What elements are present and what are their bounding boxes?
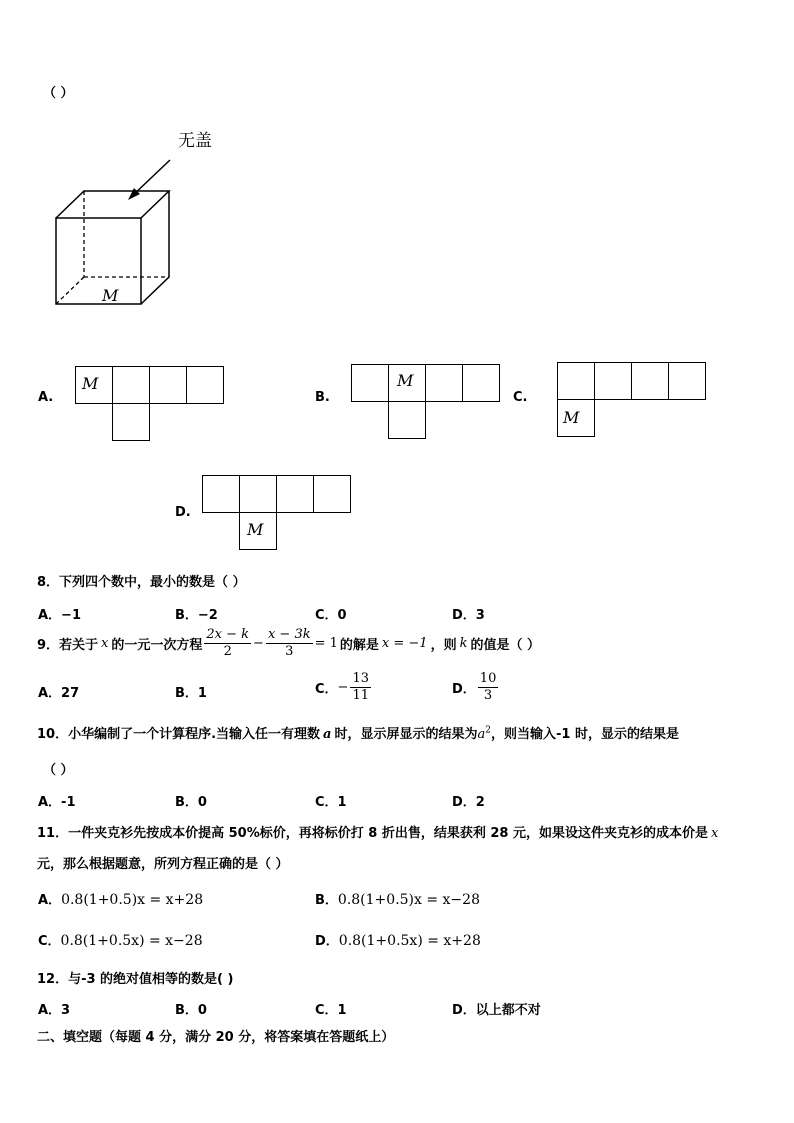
q9-option-b[interactable]: B．1 (175, 686, 207, 701)
q10-option-b[interactable]: B．0 (175, 795, 207, 810)
q9-minus: − (253, 636, 264, 651)
cube-no-lid-note: 无盖 (178, 131, 212, 151)
q9-var-k: k (459, 636, 468, 651)
option-a-letter[interactable]: A. (38, 390, 54, 405)
net-a-m-label: M (82, 374, 99, 393)
q10-stem (37, 723, 679, 742)
q9-option-c[interactable] (315, 671, 373, 704)
q9-text-a: 9．若关于 (37, 638, 99, 653)
net-c-square (557, 362, 595, 400)
q10-text-a: 10．小华编制了一个计算程序.当输入任一有理数 (37, 727, 321, 742)
q9-option-c-label: C． (315, 682, 338, 697)
net-b-square (462, 364, 500, 402)
net-d-square (313, 475, 351, 513)
q11-text-a: 11．一件夹克衫先按成本价提高 50%标价，再将标价打 8 折出售，结果获利 28 元，如果设这件夹克衫的成本价是 (37, 826, 708, 841)
q11-option-a-equation: 0.8(1+0.5)x = x+28 (61, 892, 204, 908)
q12-option-a[interactable]: A．3 (38, 1003, 71, 1018)
q10-option-d[interactable]: D．2 (452, 795, 485, 810)
q11-option-c-label: C． (38, 934, 61, 949)
q11-option-b[interactable] (315, 889, 480, 908)
q8-option-b[interactable]: B．−2 (175, 608, 218, 623)
q9-fraction-1: $\frac{2x - k}{2}$ (206, 627, 250, 659)
q10-var-a: a (323, 727, 332, 742)
cube-hidden-edge-diagonal (56, 277, 84, 304)
q9-solution: x = −1 (381, 636, 428, 651)
q12-option-d[interactable]: D．以上都不对 (452, 1003, 541, 1018)
q10-answer-paren: （ ） (43, 763, 74, 778)
q9-text-b: 的一元一次方程 (111, 638, 203, 653)
q10-a-squared-exp: 2 (485, 725, 491, 736)
cube-figure (50, 150, 180, 310)
net-c-square (594, 362, 632, 400)
net-c-m-label: M (563, 408, 580, 427)
q9-option-d-label: D． (452, 682, 476, 697)
q9-option-c-sign: − (337, 680, 349, 695)
q9-stem (37, 627, 540, 660)
net-d-m-label: M (247, 520, 264, 539)
q10-text-b: 时，显示屏显示的结果为 (334, 727, 478, 742)
q10-a-squared-base: a (477, 727, 486, 742)
net-a-square (149, 366, 187, 404)
q11-option-a[interactable] (38, 889, 203, 908)
q12-option-c[interactable]: C．1 (315, 1003, 347, 1018)
q11-option-d[interactable] (315, 930, 481, 949)
cube-front-face (56, 218, 141, 304)
q8-stem: 8．下列四个数中，最小的数是（ ） (37, 575, 246, 590)
q12-option-b[interactable]: B．0 (175, 1003, 207, 1018)
q9-option-d[interactable] (452, 671, 500, 704)
q11-option-d-equation: 0.8(1+0.5x) = x+28 (338, 933, 481, 949)
q9-option-a[interactable]: A．27 (38, 686, 80, 701)
net-b-m-label: M (397, 371, 414, 390)
net-c-square (631, 362, 669, 400)
q11-option-c[interactable] (38, 930, 203, 949)
option-b-letter[interactable]: B. (315, 390, 330, 405)
net-a-square (112, 366, 150, 404)
q11-option-d-label: D． (315, 934, 339, 949)
q9-text-c: 的解是 (339, 638, 379, 653)
q10-text-c: ，则当输入-1 时，显示的结果是 (490, 727, 679, 742)
option-d-letter[interactable]: D. (175, 505, 191, 520)
net-b-square (388, 401, 426, 439)
q8-option-c[interactable]: C．0 (315, 608, 347, 623)
q8-option-a[interactable]: A．−1 (38, 608, 81, 623)
net-d-square (202, 475, 240, 513)
net-d-square (276, 475, 314, 513)
q10-option-a[interactable]: A．-1 (38, 795, 76, 810)
q9-equals-one: = 1 (314, 636, 338, 651)
q12-stem: 12．与-3 的绝对值相等的数是( ) (37, 972, 234, 987)
q11-stem-line2: 元，那么根据题意，所列方程正确的是（ ） (37, 857, 289, 872)
net-b-square (351, 364, 389, 402)
net-d-square (239, 475, 277, 513)
q9-var-x: x (101, 636, 109, 651)
cube-face-label: M (102, 286, 119, 305)
q9-option-c-fraction: $\frac{13}{11}$ (352, 671, 369, 703)
q11-option-a-label: A． (38, 893, 62, 908)
net-b-square (425, 364, 463, 402)
q11-option-b-equation: 0.8(1+0.5)x = x−28 (337, 892, 480, 908)
net-a-square (186, 366, 224, 404)
option-c-letter[interactable]: C. (513, 390, 528, 405)
q11-stem-line1 (37, 822, 718, 841)
q9-option-d-fraction: $\frac{10}{3}$ (479, 671, 497, 703)
q8-option-d[interactable]: D．3 (452, 608, 485, 623)
q9-fraction-2: $\frac{x - 3k}{3}$ (267, 627, 311, 659)
cube-top-edges (56, 191, 169, 218)
q11-option-c-equation: 0.8(1+0.5x) = x−28 (60, 933, 203, 949)
q10-option-c[interactable]: C．1 (315, 795, 347, 810)
q9-text-e: 的值是（ ） (470, 638, 540, 653)
net-a-square (112, 403, 150, 441)
cube-right-edges (141, 191, 169, 304)
q7-answer-paren: （ ） (43, 86, 74, 101)
q9-text-d: ，则 (430, 638, 457, 653)
net-c-square (668, 362, 706, 400)
q11-option-b-label: B． (315, 893, 338, 908)
q11-var-x: x (710, 826, 719, 841)
section-2-heading: 二、填空题（每题 4 分，满分 20 分，将答案填在答题纸上） (37, 1030, 395, 1045)
